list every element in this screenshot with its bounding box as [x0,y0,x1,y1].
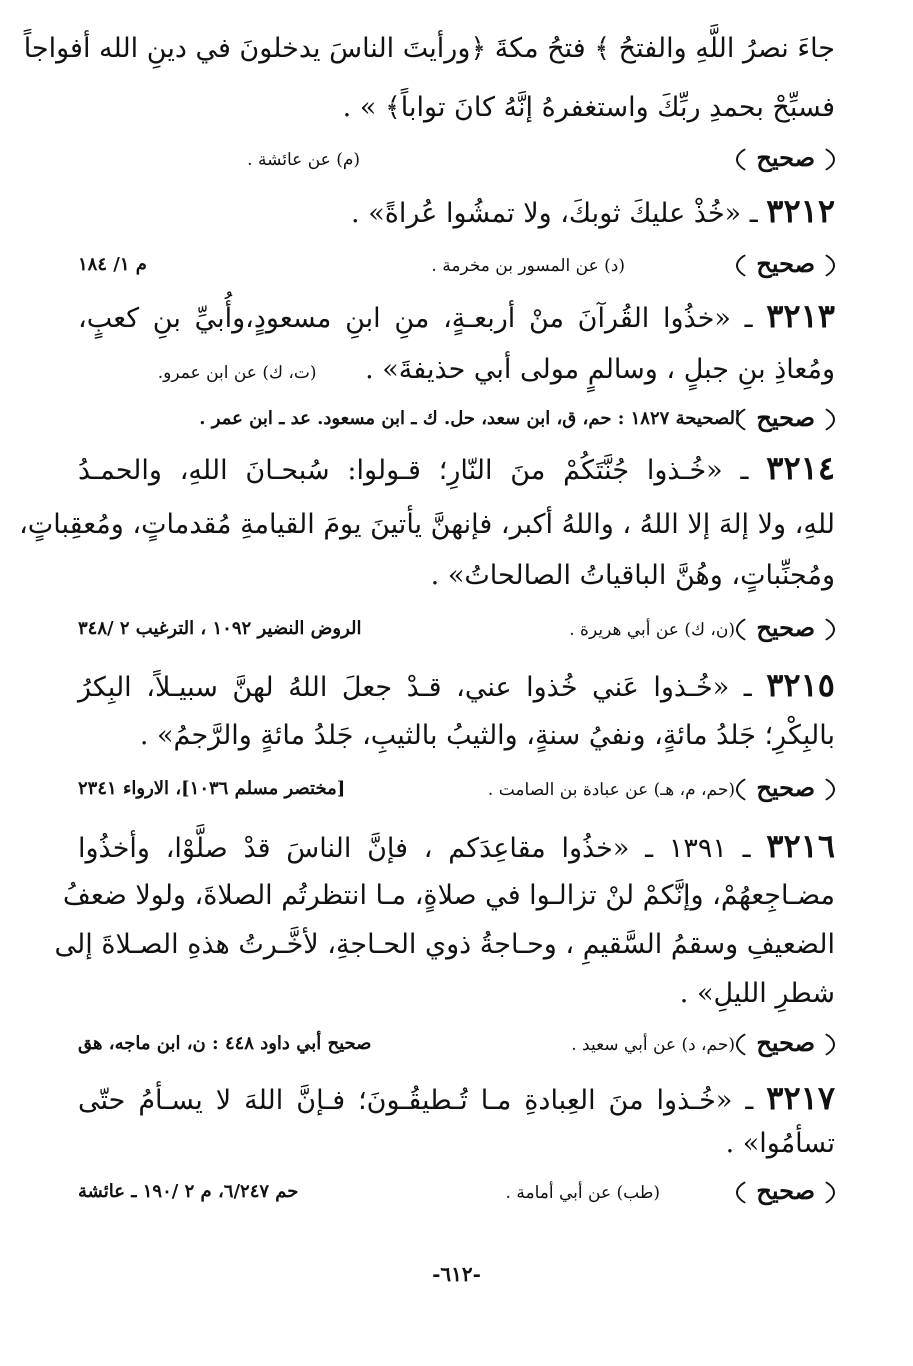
hadith-source: (طب) عن أبي أمامة . [505,1183,660,1203]
hadith-3217 [78,1080,835,1117]
hadith-text-line: للهِ، ولا إلهَ إلا اللهُ ، واللهُ أكبر، فإنهنَّ يأتينَ يومَ القيامةِ مُقدماتٍ، ومُعقِباتٍ، [19,509,835,540]
hadith-reference: [مختصر مسلم ١٠٣٦]، الارواء ٢٣٤١ [78,778,346,799]
hadith-number: ٣٢١٧ [766,1079,835,1117]
grade-row [78,610,835,650]
hadith-reference: صحيح أبي داود ٤٤٨ : ن، ابن ماجه، هق [78,1033,372,1054]
hadith-source: (حم، د) عن أبي سعيد . [571,1035,735,1055]
hadith-3215 [78,667,835,704]
hadith-text: ـ «خُـذوا منَ العِبادةِ مـا تُـطيقُـونَ؛ فـإنَّ اللهَ لا يسـأمُ حتّى [78,1085,754,1116]
hadith-text-line: تسأمُوا» . [725,1128,835,1159]
hadith-text-line: ومُجنِّباتٍ، وهُنَّ الباقياتُ الصالحاتُ» . [430,560,835,591]
hadith-text-line: شطرِ الليلِ» . [679,978,835,1009]
grade-row [78,770,835,810]
grade-badge: صحيح [736,1025,835,1064]
hadith-source: (ن، ك) عن أبي هريرة . [569,620,735,640]
intro-line: فسبِّحْ بحمدِ ربِّكَ واستغفرهُ إنَّهُ كانَ تواباً﴾ » . [342,92,835,123]
grade-badge: صحيح [736,1173,835,1212]
hadith-reference: م ١/ ١٨٤ [78,254,147,275]
hadith-number: ٣٢١٤ [766,449,835,487]
hadith-text: ـ «خذُوا القُرآنَ منْ أربعـةٍ، منِ ابنِ مسعودٍ،وأُبيِّ بنِ كعبٍ، [78,303,753,334]
grade-row [78,1173,835,1213]
grade-row [78,140,835,180]
hadith-text: ـ ١٣٩١ ـ «خذُوا مقاعِدَكم ، فإنَّ الناسَ قدْ صلَّوْا، وأخذُوا [78,833,751,864]
grade-badge: صحيح [736,770,835,809]
hadith-text: ـ «خُـذوا عَني خُذوا عني، قـدْ جعلَ اللهُ لهنَّ سبيـلاً، البِكرُ [78,672,752,703]
hadith-text-line: مضـاجِعهُمْ، وإنَّكمْ لنْ تزالـوا في صلاةٍ، مـا انتظرتُم الصلاةَ، ولولا ضعفُ [62,880,835,911]
hadith-text-line [78,354,835,385]
grade-row [78,400,835,440]
hadith-source: (د) عن المسور بن مخرمة . [431,256,625,276]
hadith-text: ومُعاذِ بنِ جبلٍ ، وسالمٍ مولى أبي حذيفةَ» . [365,354,835,385]
hadith-number: ٣٢١٢ [766,192,835,230]
hadith-3216 [78,828,835,865]
intro-line: جاءَ نصرُ اللَّهِ والفتحُ ﴾ فتحُ مكةَ ﴿ورأيتَ الناسَ يدخلونَ في دينِ الله أفواجاً [23,33,835,64]
hadith-source: (ت، ك) عن ابن عمرو. [157,363,317,383]
hadith-number: ٣٢١٣ [766,297,835,335]
hadith-3213 [78,298,835,335]
hadith-3214 [78,450,835,487]
grade-row [78,1025,835,1065]
grade-badge: صحيح [736,400,835,439]
hadith-text: ـ «خُـذوا جُنَّتَكُمْ منَ النّارِ؛ قـولوا: سُبحـانَ اللهِ، والحمـدُ [78,455,749,486]
grade-badge: صحيح [736,246,835,285]
hadith-3212 [78,193,835,230]
hadith-number: ٣٢١٥ [766,666,835,704]
hadith-number: ٣٢١٦ [766,827,835,865]
hadith-text-line: الضعيفِ وسقمُ السَّقيمِ ، وحـاجةُ ذوي الحـاجةِ، لأخَّـرتُ هذهِ الصـلاةَ إلى [54,929,835,960]
grade-row [78,246,835,286]
hadith-reference: الروض النضير ١٠٩٢ ، الترغيب ٢ /٣٤٨ [78,618,362,639]
hadith-text: ـ «خُذْ عليكَ ثوبكَ، ولا تمشُوا عُراةً» . [351,198,758,229]
hadith-text-line: بالبِكْرِ؛ جَلدُ مائةٍ، ونفيُ سنةٍ، والثيبُ بالثيبِ، جَلدُ مائةٍ والرَّجمُ» . [139,720,835,751]
hadith-source: (م) عن عائشة . [247,150,360,170]
hadith-source: (حم، م، هـ) عن عبادة بن الصامت . [487,780,735,800]
hadith-reference: حم ٦/٢٤٧، م ٢ /١٩٠ ـ عائشة [78,1181,299,1202]
hadith-reference: الصحيحة ١٨٢٧ : حم، ق، ابن سعد، حل. ك ـ ابن مسعود. عد ـ ابن عمر . [199,408,740,429]
page-number: -٦١٢- [432,1262,481,1286]
grade-badge: صحيح [736,140,835,179]
grade-badge: صحيح [736,610,835,649]
